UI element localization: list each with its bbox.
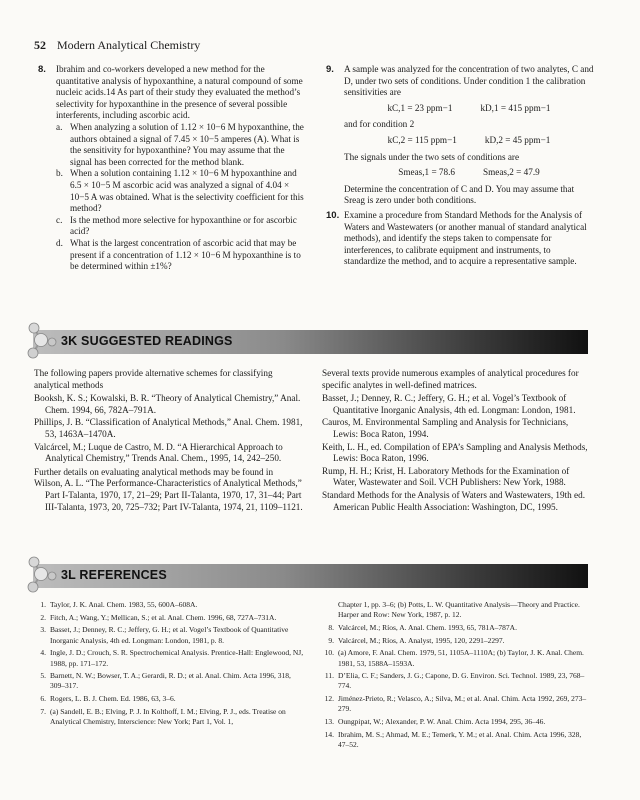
equation-condition-1: kC,1 = 23 ppm−1 kD,1 = 415 ppm−1 [387, 102, 551, 113]
reading-item: Wilson, A. L. “The Performance-Characteristics of Analytical Methods,” Part I-Talanta, 1970, 17, 21–29; Part II-Talanta, 1970, 17, 31–44; Part III-Talanta, 1973, 20, 725–732; Part IV-Talanta, 1974, 21, 1109–1121. [34, 478, 303, 512]
suggested-readings-left [34, 368, 306, 514]
molecule-icon [24, 320, 58, 364]
problem-8-d: What is the largest concentration of ascorbic acid that may be present if a concentration of 1.12 × 10−6 M hypoxanthine is to be determined within ±1%? [70, 237, 301, 272]
reading-item: Cauros, M. Environmental Sampling and Analysis for Technicians, Lewis: Boca Raton, 1994. [322, 417, 569, 439]
reference-item: 6. Rogers, L. B. J. Chem. Ed. 1986, 63, 3–6. [40, 694, 176, 704]
problem-10-text: Examine a procedure from Standard Methods for the Analysis of Waters and Wastewaters (or another manual of standard analytical methods), and identify the steps taken to compensate for interferences, to calibrate equipment and instruments, to standardize the method, and to acquire a representative sample. [344, 209, 587, 267]
readings-intro: Several texts provide numerous examples of analytical procedures for specific analytes in well-defined matrices. [322, 368, 579, 390]
section-band-3k [33, 330, 588, 354]
reference-item: 8. Valcárcel, M.; Ríos, A. Anal. Chem. 1993, 65, 781A–787A. [328, 622, 517, 632]
page-number: 52 [34, 38, 46, 52]
molecule-icon [24, 554, 58, 598]
equation-signals: Smeas,1 = 78.6 Smeas,2 = 47.9 [398, 167, 540, 178]
reference-item: 13. Oungpipat, W.; Alexander, P. W. Anal. Chim. Acta 1994, 295, 36–46. [324, 717, 546, 727]
section-title: 3K SUGGESTED READINGS [61, 334, 233, 348]
reference-item: 10. (a) Amore, F. Anal. Chem. 1979, 51, 1105A–1110A; (b) Taylor, J. K. Anal. Chem. 1981, 53, 1588A–1593A. [324, 648, 584, 668]
problem-9-mid: and for condition 2 [344, 119, 415, 130]
problem-9-intro: A sample was analyzed for the concentration of two analytes, C and D, under two sets of conditions. Under condition 1 the calibration sensitivities are [344, 64, 594, 98]
reference-item: 2. Fitch, A.; Wang, Y.; Mellican, S.; et al. Anal. Chem. 1996, 68, 727A–731A. [40, 612, 277, 622]
reference-item: 1. Taylor, J. K. Anal. Chem. 1983, 55, 600A–608A. [40, 600, 198, 609]
references-left [34, 600, 306, 730]
problem-8-c: Is the method more selective for hypoxanthine or for ascorbic acid? [70, 214, 297, 237]
reading-item: Basset, J.; Denney, R. C.; Jeffery, G. H.; et al. Vogel’s Textbook of Quantitative Inorganic Analysis, 4th ed. Longman: London, 1981. [322, 393, 576, 415]
reference-item: 5. Barnett, N. W.; Bowser, T. A.; Gerardi, R. D.; et al. Anal. Chim. Acta 1996, 318, 309–317. [40, 671, 291, 691]
problem-number: 9. [326, 64, 334, 75]
problem-10 [322, 210, 594, 268]
readings-intro: The following papers provide alternative schemes for classifying analytical methods [34, 368, 273, 390]
problem-9-10 [322, 64, 594, 268]
reference-item: 14. Ibrahim, M. S.; Ahmad, M. E.; Temerk, Y. M.; et al. Anal. Chim. Acta 1996, 328, 47–52. [324, 729, 582, 749]
equation-condition-2: kC,2 = 115 ppm−1 kD,2 = 45 ppm−1 [387, 134, 551, 145]
reading-item: Rump, H. H.; Krist, H. Laboratory Methods for the Examination of Water, Wastewater and Soil. VCH Publishers: New York, 1988. [322, 465, 570, 488]
reference-item: 3. Basset, J.; Denney, R. C.; Jeffery, G. H.; et al. Vogel’s Textbook of Quantitative Inorganic Analysis, 4th ed. Longman: London, 1981, p. 8. [40, 625, 289, 645]
suggested-readings-right [322, 368, 594, 514]
problem-9-signals: The signals under the two sets of conditions are [344, 151, 520, 162]
reference-item: Chapter 1, pp. 3–6; (b) Potts, L. W. Quantitative Analysis—Theory and Practice. Harper and Row: New York, 1987, p. 12. [338, 600, 580, 620]
problem-8: 8. Ibrahim and co-workers developed a new method for the quantitative analysis of hypoxanthine, a natural compound of some nucleic acids.14 As part of their study they evaluated the method’s selectivity for hypoxanthine in the presence of several possible interferents, including ascorbic acid. a. When analyzing a solution of 1.12 × 10−6 M hypoxanthine, the authors obtained a signal of 7.45 × 10−5 amperes (A). What is the sensitivity for hypoxanthine? You may assume that the signal has been corrected for the method blank. b. When a solution containing 1.12 × 10−6 M hypoxanthine and 6.5 × 10−5 M ascorbic acid was analyzed a signal of 4.04 × 10−5 A was obtained. What is the selectivity coefficient for this method? c. Is the method more selective for hypoxanthine or for ascorbic acid? d. What is the largest concentration of ascorbic acid that may be present if a concentration of 1.12 × 10−6 M hypoxanthine is to be determined within ±1%? [34, 64, 306, 273]
reference-item: 7. (a) Sandell, E. B.; Elving, P. J. In Kolthoff, I. M.; Elving, P. J., eds. Treatise on Analytical Chemistry, Interscience: New York; Part 1, Vol. 1, [40, 706, 286, 727]
section-band-3l [33, 564, 588, 588]
book-title: Modern Analytical Chemistry [57, 38, 201, 52]
problem-9-end: Determine the concentration of C and D. You may assume that Sreag is zero under both conditions. [344, 183, 575, 206]
reading-item: Valcárcel, M.; Luque de Castro, M. D. “A Hierarchical Approach to Analytical Chemistry,” Trends Anal. Chem., 1995, 14, 242–250. [34, 441, 283, 464]
page-header [34, 38, 200, 53]
problem-9 [322, 64, 594, 207]
reading-item: Phillips, J. B. “Classification of Analytical Methods,” Anal. Chem. 1981, 53, 1463A–1470A. [34, 417, 303, 439]
readings-intro-2: Further details on evaluating analytical methods may be found in [34, 466, 274, 477]
references-right [322, 600, 594, 753]
problem-number: 8. [38, 64, 46, 75]
reading-item: Booksh, K. S.; Kowalski, B. R. “Theory of Analytical Chemistry,” Anal. Chem. 1994, 66, 782A–791A. [34, 393, 301, 415]
reading-item: Keith, L. H., ed. Compilation of EPA’s Sampling and Analysis Methods, Lewis: Boca Raton, 1996. [322, 441, 588, 464]
problem-8-b: When a solution containing 1.12 × 10−6 M hypoxanthine and 6.5 × 10−5 M ascorbic acid was analyzed a signal of 4.04 × 10−5 A was obtained. What is the selectivity coefficient for this method? [70, 168, 304, 214]
section-title: 3L REFERENCES [61, 568, 167, 582]
problem-8-intro: Ibrahim and co-workers developed a new method for the quantitative analysis of hypoxanthine, a natural compound of some nucleic acids.14 As part of their study they evaluated the method’s selectivity for hypoxanthine in the presence of several possible interferents, including ascorbic acid. [56, 64, 303, 121]
reference-item: 12. Jiménez-Prieto, R.; Velasco, A.; Silva, M.; et al. Anal. Chim. Acta 1992, 269, 273–279. [324, 694, 587, 714]
reference-item: 11. D’Elia, C. F.; Sanders, J. G.; Capone, D. G. Environ. Sci. Technol. 1989, 23, 768–774. [324, 671, 585, 691]
problem-number: 10. [326, 209, 340, 221]
problem-8-a: When analyzing a solution of 1.12 × 10−6 M hypoxanthine, the authors obtained a signal of 7.45 × 10−5 amperes (A). What is the sensitivity for hypoxanthine? You may assume that the signal has been corrected for the method blank. [70, 121, 304, 167]
reference-item: 9. Valcárcel, M.; Ríos, A. Analyst, 1995, 120, 2291–2297. [328, 635, 505, 645]
reading-item: Standard Methods for the Analysis of Waters and Wastewaters, 19th ed. American Public Health Association: Washington, DC, 1995. [322, 489, 586, 512]
reference-item: 4. Ingle, J. D.; Crouch, S. R. Spectrochemical Analysis. Prentice-Hall: Englewood, NJ, 1988, pp. 171–172. [40, 648, 304, 668]
